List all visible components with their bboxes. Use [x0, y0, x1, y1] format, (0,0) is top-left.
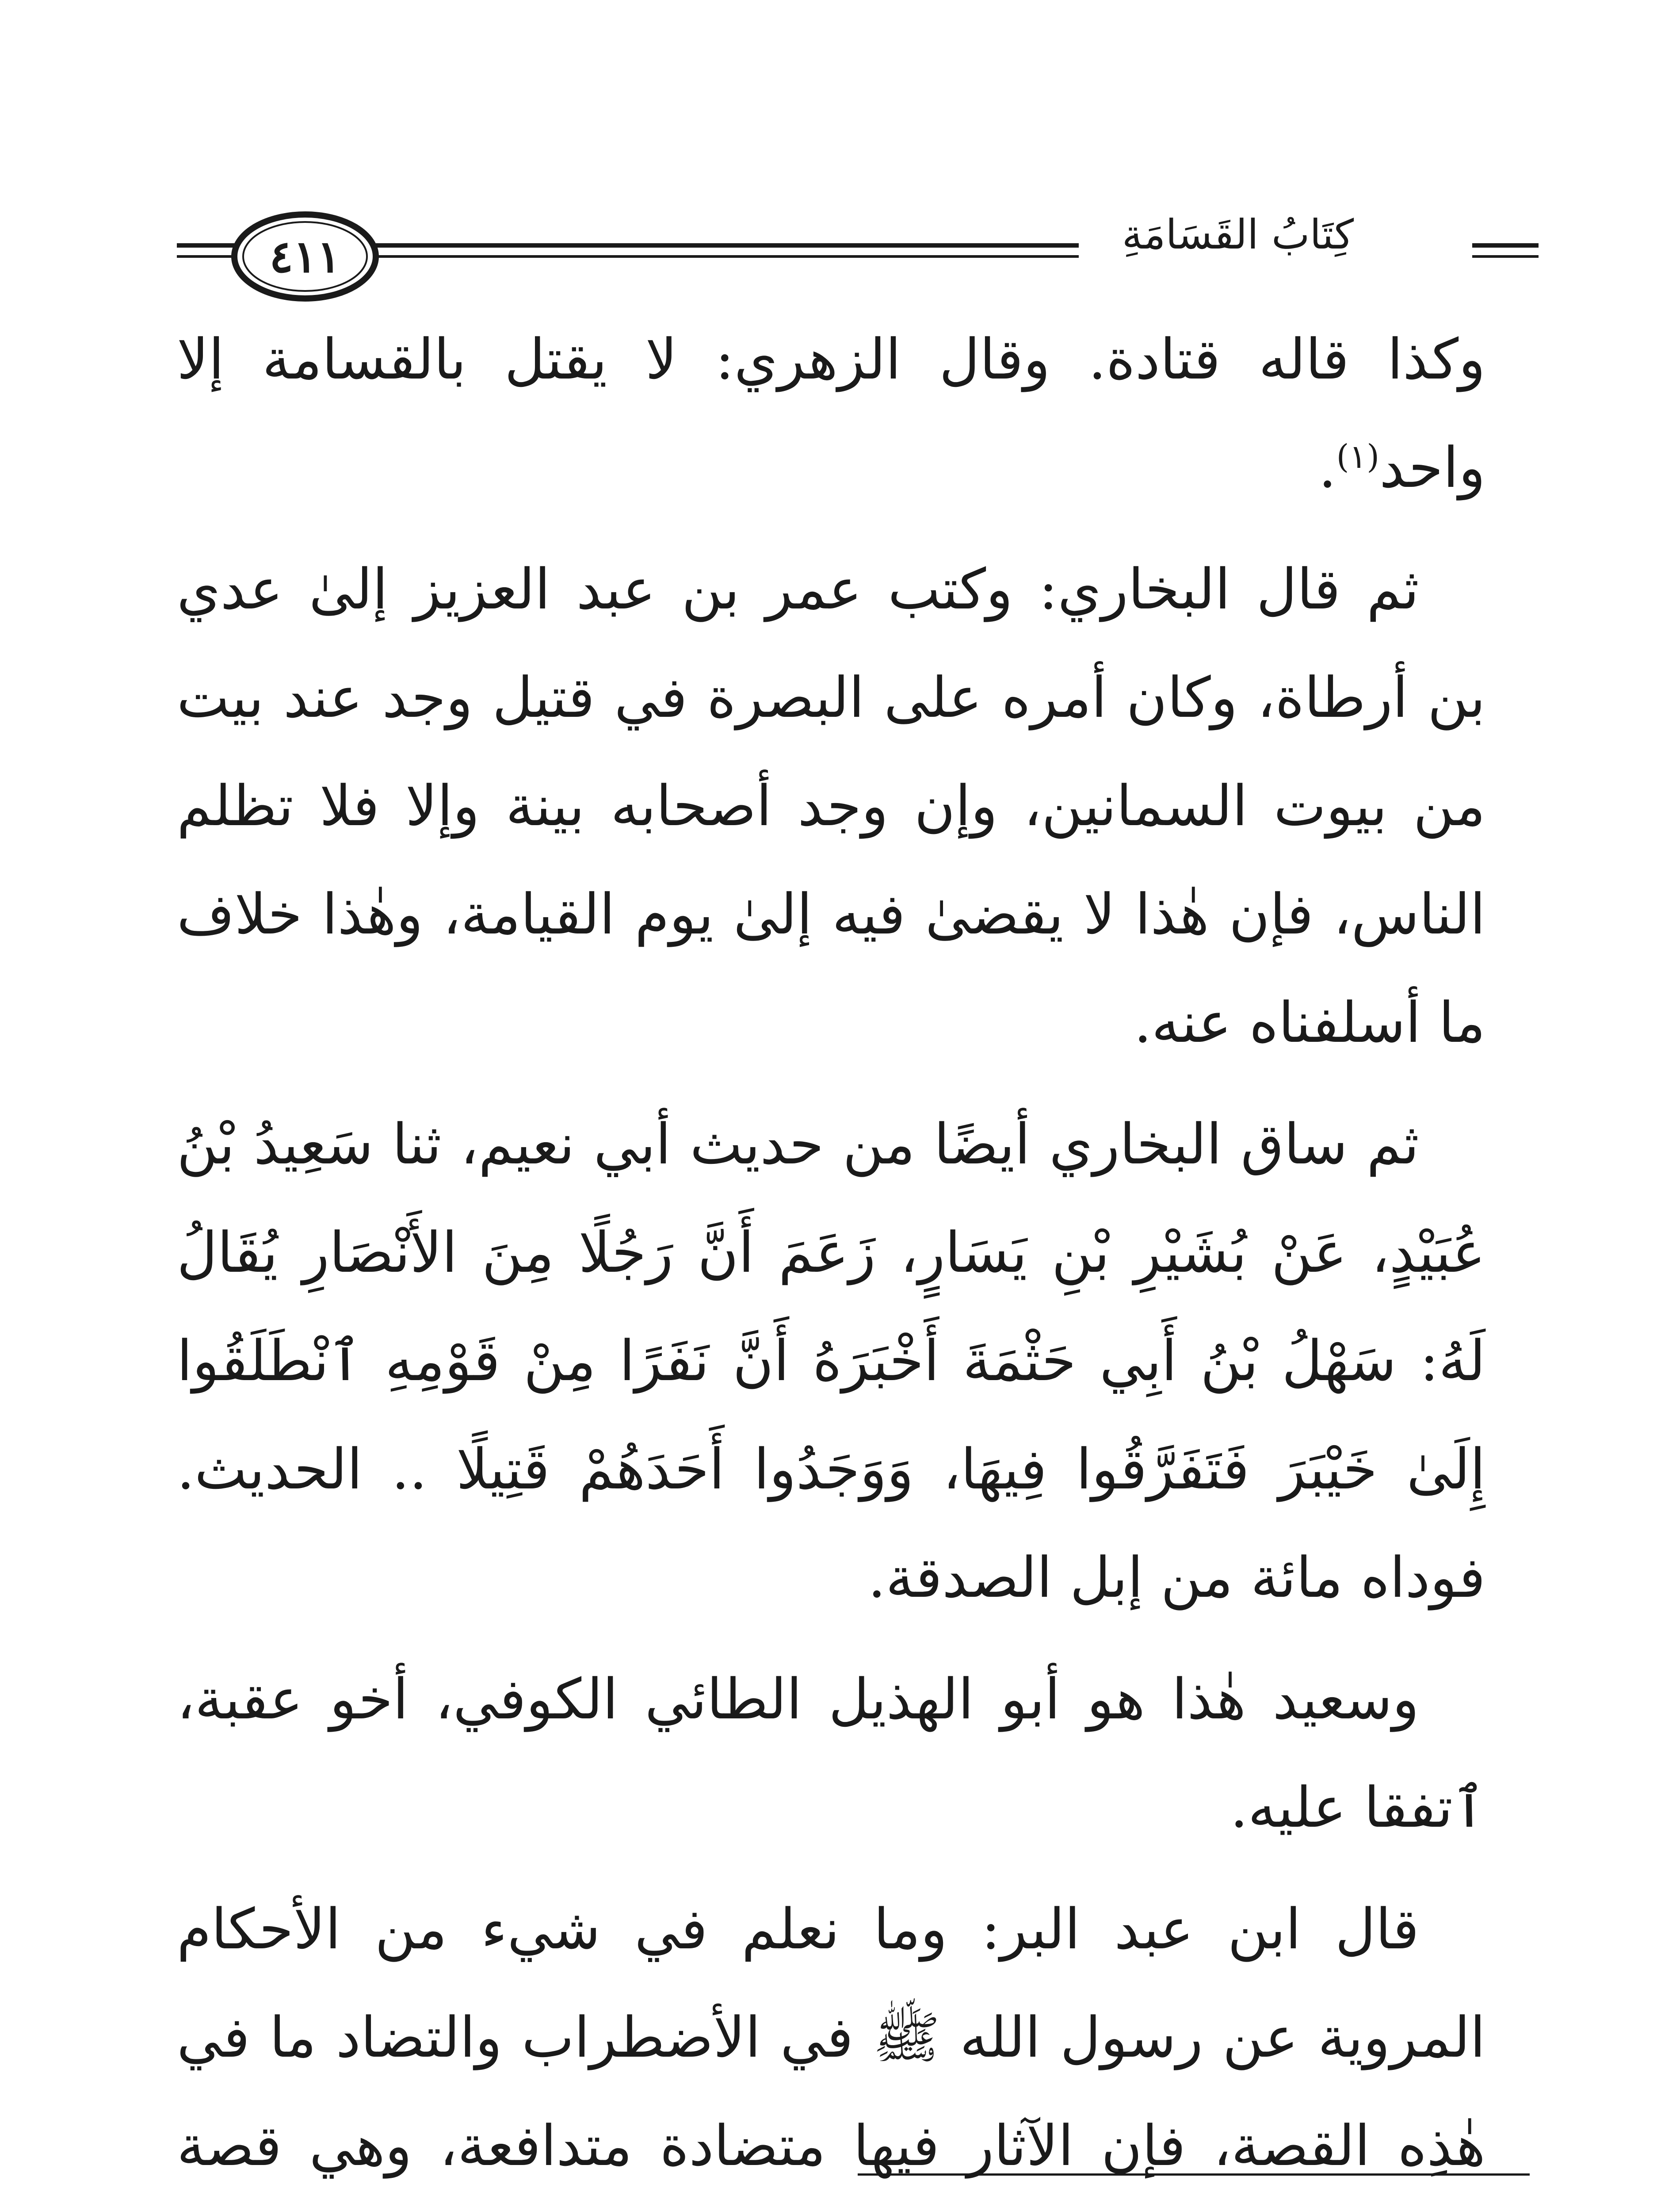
paragraph — [177, 1875, 1485, 2211]
paragraph-text: وكذا قاله قتادة. وقال الزهري: لا يقتل بالقسامة إلا واحد — [177, 327, 1485, 500]
running-title: كِتَابُ القَسَامَةِ — [1079, 201, 1397, 268]
paragraph: ثم ساق البخاري أيضًا من حديث أبي نعيم، ثنا سَعِيدُ بْنُ عُبَيْدٍ، عَنْ بُشَيْرِ بْنِ يَسَارٍ، زَعَمَ أَنَّ رَجُلًا مِنَ الأَنْصَارِ يُقَالُ لَهُ: سَهْلُ بْنُ أَبِي حَثْمَةَ أَخْبَرَهُ أَنَّ نَفَرًا مِنْ قَوْمِهِ ٱنْطَلَقُوا إِلَىٰ خَيْبَرَ فَتَفَرَّقُوا فِيهَا، وَوَجَدُوا أَحَدَهُمْ قَتِيلًا .. الحديث. فوداه مائة من إبل الصدقة. — [177, 1112, 1485, 1610]
footnote-separator — [858, 2173, 1530, 2176]
main-text — [177, 305, 1485, 2211]
footnote-ref: (١) — [1336, 438, 1380, 476]
paragraph: ثم قال البخاري: وكتب عمر بن عبد العزيز إلىٰ عدي بن أرطاة، وكان أمره على البصرة في قتيل وجد عند بيت من بيوت السمانين، وإن وجد أصحابه بينة وإلا فلا تظلم الناس، فإن هٰذا لا يقضىٰ فيه إلىٰ يوم القيامة، وهٰذا خلاف ما أسلفناه عنه. — [177, 557, 1485, 1055]
page-number: ٤١١ — [269, 230, 341, 283]
paragraph: وسعيد هٰذا هو أبو الهذيل الطائي الكوفي، أخو عقبة، ٱتفقا عليه. — [177, 1667, 1485, 1840]
page-header — [0, 0, 1680, 310]
paragraph-text: قال ابن عبد البر: وما نعلم في شيء من الأحكام المروية عن رسول الله ﷺ في الأضطراب والتضاد ما في هٰذِه القصة، فإن الآثار فيها متضادة متدافعة، وهي قصة — [177, 1897, 1485, 2178]
paragraph — [177, 305, 1485, 522]
paragraph-tail: . — [1318, 435, 1336, 500]
